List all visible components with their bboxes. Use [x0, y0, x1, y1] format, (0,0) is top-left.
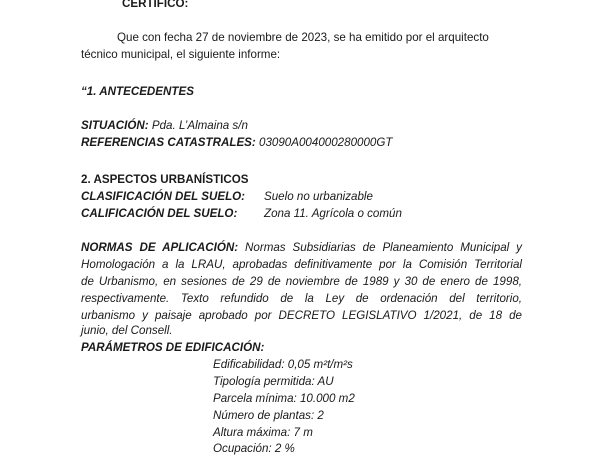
normas-line-4: respectivamente. Texto refundido de la Ley de ordenación del territorio, [81, 292, 522, 305]
certifico-heading: CERTIFICO: [122, 0, 189, 10]
referencias-row [81, 136, 392, 150]
normas-line-3: de Urbanismo, en sesiones de 29 de noviembre de 1989 y 30 de enero de 1998, [81, 275, 522, 288]
parametro-plantas: Número de plantas: 2 [213, 409, 324, 422]
parametro-ocupacion: Ocupación: 2 % [213, 442, 295, 455]
situacion-row [81, 119, 248, 133]
parametro-parcela: Parcela mínima: 10.000 m2 [213, 392, 355, 405]
normas-line-2: Homologación a la LRAU, aprobadas definitivamente por la Comisión Territorial [81, 258, 522, 271]
situacion-value: Pda. L’Almaina s/n [151, 119, 248, 132]
normas-line-1-text: Normas Subsidiarias de Planeamiento Municipal y [245, 241, 522, 254]
normas-line-5: urbanismo y paisaje aprobado por DECRETO LEGISLATIVO 1/2021, de 18 de [81, 309, 522, 322]
normas-label: NORMAS DE APLICACIÓN: [81, 241, 239, 254]
calificacion-value: Zona 11. Agrícola o común [264, 207, 402, 220]
parametros-title: PARÁMETROS DE EDIFICACIÓN: [81, 341, 265, 354]
parametro-tipologia: Tipología permitida: AU [213, 375, 334, 388]
parametro-edificabilidad: Edificabilidad: 0,05 m²t/m²s [213, 358, 353, 371]
clasificacion-label: CLASIFICACIÓN DEL SUELO: [81, 190, 246, 203]
intro-line-1: Que con fecha 27 de noviembre de 2023, se ha emitido por el arquitecto [117, 31, 489, 44]
antecedentes-title: “1. ANTECEDENTES [81, 85, 194, 98]
intro-line-2: técnico municipal, el siguiente informe: [81, 48, 281, 61]
referencias-label: REFERENCIAS CATASTRALES: [81, 136, 256, 149]
calificacion-label: CALIFICACIÓN DEL SUELO: [81, 207, 238, 220]
normas-line-1 [81, 241, 522, 255]
aspectos-title: 2. ASPECTOS URBANÍSTICOS [81, 173, 249, 186]
parametro-altura: Altura máxima: 7 m [213, 426, 313, 439]
referencias-value: 03090A004000280000GT [259, 136, 393, 149]
situacion-label: SITUACIÓN: [81, 119, 149, 132]
normas-line-6: junio, del Consell. [81, 324, 173, 337]
clasificacion-value: Suelo no urbanizable [264, 190, 373, 203]
